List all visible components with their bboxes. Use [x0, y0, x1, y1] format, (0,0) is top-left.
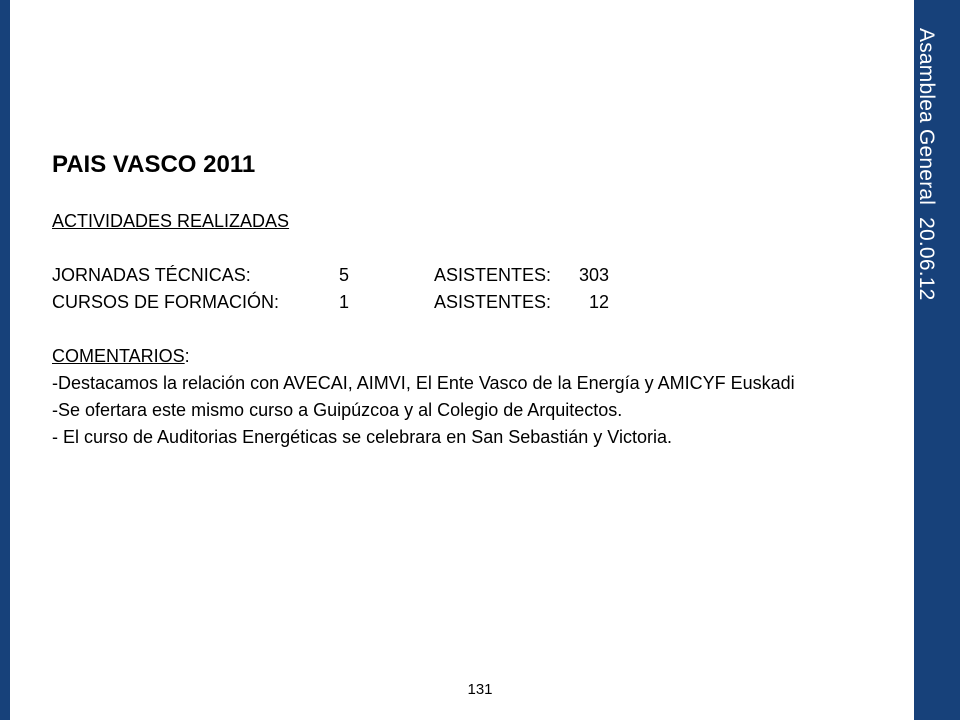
comments-heading: COMENTARIOS	[52, 346, 185, 366]
activity-count: 1	[339, 292, 350, 312]
comments-colon: :	[184, 346, 190, 366]
attendees-value: 12	[588, 292, 609, 312]
activity-row	[52, 262, 902, 289]
slide-title: PAIS VASCO 2011	[52, 151, 256, 178]
comments-heading-row	[52, 343, 902, 370]
side-band-label: Asamblea General	[915, 28, 938, 206]
side-band-date: 20.06.12	[915, 217, 938, 301]
activity-count: 5	[339, 265, 350, 285]
activity-name: JORNADAS TÉCNICAS:	[52, 265, 251, 285]
side-band-text	[916, 28, 937, 301]
left-accent-bar	[0, 0, 10, 720]
section-heading: ACTIVIDADES REALIZADAS	[52, 211, 290, 231]
comment-line: -Destacamos la relación con AVECAI, AIMVI, El Ente Vasco de la Energía y AMICYF Euskadi	[52, 373, 795, 393]
spacer	[52, 316, 902, 343]
comment-line: -Se ofertara este mismo curso a Guipúzcoa y al Colegio de Arquitectos.	[52, 400, 623, 420]
activity-name: CURSOS DE FORMACIÓN:	[52, 292, 280, 312]
activity-row	[52, 289, 902, 316]
comment-line: - El curso de Auditorias Energéticas se celebrara en San Sebastián y Victoria.	[52, 427, 673, 447]
attendees-label: ASISTENTES:	[434, 265, 552, 285]
page-number: 131	[467, 681, 493, 698]
attendees-label: ASISTENTES:	[434, 292, 552, 312]
attendees-value: 303	[578, 265, 609, 285]
spacer	[52, 235, 902, 262]
slide-content	[52, 150, 902, 451]
section-heading-row	[52, 208, 902, 235]
